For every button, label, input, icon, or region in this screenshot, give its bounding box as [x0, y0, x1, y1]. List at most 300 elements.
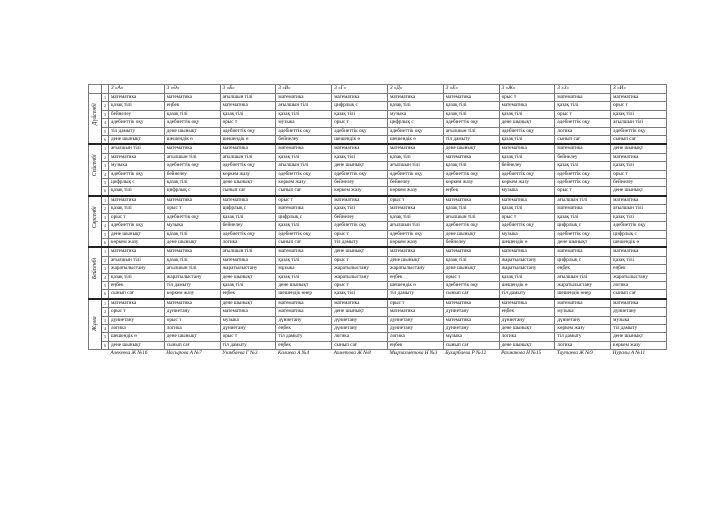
lesson-number: 6 — [102, 136, 109, 145]
subject-cell: математика — [109, 94, 165, 102]
subject-cell: тіл дамыту — [276, 333, 332, 341]
lesson-row — [89, 256, 667, 264]
day-name: Сейсенбі — [91, 154, 98, 177]
class-header: 3 «А» — [109, 85, 165, 94]
subject-cell: музыка — [611, 316, 667, 324]
subject-cell: тіл дамыту — [220, 341, 276, 349]
lesson-row — [89, 324, 667, 332]
subject-cell: орыс т — [332, 256, 388, 264]
subject-cell: орыс т — [276, 196, 332, 205]
day-name: Дүйсенбі — [91, 103, 98, 126]
subject-cell: цифрлық с — [220, 205, 276, 213]
subject-cell: көркем жазу — [387, 238, 443, 247]
lesson-number: 3 — [102, 162, 109, 170]
subject-cell: әдебиеттік оқу — [220, 230, 276, 238]
subject-cell: қазақ тілі — [109, 205, 165, 213]
subject-cell: дене шынықт — [220, 299, 276, 308]
lesson-row — [89, 308, 667, 316]
subject-cell: цифрлық с — [387, 119, 443, 127]
subject-cell: ағылшын тілі — [555, 196, 611, 205]
subject-cell: математика — [387, 205, 443, 213]
subject-cell: орыс т — [332, 281, 388, 289]
subject-cell: шешендік ө — [220, 136, 276, 145]
subject-cell: математика — [499, 196, 555, 205]
subject-cell: дүниетану — [164, 308, 220, 316]
teacher-name: Мырзахметова Н №3 — [389, 350, 438, 357]
teacher-row — [89, 350, 667, 368]
subject-cell: әдебиеттік оқу — [164, 213, 220, 221]
subject-cell: бейнелеу — [499, 162, 555, 170]
class-header: 3 «Д» — [387, 85, 443, 94]
subject-cell: еңбек — [109, 281, 165, 289]
lesson-number: 4 — [102, 119, 109, 127]
subject-cell: сынып сағ — [164, 341, 220, 349]
lesson-row — [89, 238, 667, 247]
subject-cell: қазақ тілі — [164, 110, 220, 118]
subject-cell: жаратылыстану — [611, 273, 667, 281]
subject-cell: дене шынықт — [555, 238, 611, 247]
subject-cell: орыс т — [387, 299, 443, 308]
subject-cell: ағылшын тілі — [611, 205, 667, 213]
lesson-number: 5 — [102, 179, 109, 187]
subject-cell: математика — [276, 299, 332, 308]
subject-cell: әдебиеттік оқу — [220, 127, 276, 135]
subject-cell: жаратылыстану — [499, 265, 555, 273]
day-label — [89, 299, 102, 350]
subject-cell: сынып сағ — [443, 290, 499, 299]
subject-cell: шешендік өнер — [276, 290, 332, 299]
subject-cell: математика — [220, 196, 276, 205]
subject-cell: дене шынықт — [332, 162, 388, 170]
lesson-number: 5 — [102, 333, 109, 341]
subject-cell: ағылшын тілі — [611, 119, 667, 127]
teacher-name: Алекеева Ж №16 — [110, 350, 148, 357]
lesson-row — [89, 205, 667, 213]
subject-cell: дене шынықт — [499, 324, 555, 332]
subject-cell: дене шынықт — [499, 119, 555, 127]
subject-cell: логика — [109, 324, 165, 332]
lesson-number: 4 — [102, 273, 109, 281]
timetable-grid — [88, 84, 667, 367]
subject-cell: математика — [611, 247, 667, 256]
subject-cell: қазақ тілі — [387, 102, 443, 110]
class-header: 3 «Ж» — [499, 85, 555, 94]
subject-cell: дүниетану — [443, 324, 499, 332]
lesson-number: 5 — [102, 230, 109, 238]
lesson-row — [89, 273, 667, 281]
subject-cell: музыка — [499, 187, 555, 196]
subject-cell: сынып сағ — [109, 290, 165, 299]
subject-cell: әдебиеттік оқу — [387, 170, 443, 178]
class-header: 3 «Е» — [443, 85, 499, 94]
subject-cell: дене шынықт — [443, 230, 499, 238]
subject-cell: әдебиеттік оқу — [109, 119, 165, 127]
subject-cell: сынып сағ — [332, 341, 388, 349]
subject-cell: математика — [164, 247, 220, 256]
subject-cell: жаратылыстану — [164, 273, 220, 281]
subject-cell: еңбек — [499, 308, 555, 316]
subject-cell: дене шынықт — [443, 265, 499, 273]
subject-cell: математика — [220, 308, 276, 316]
timetable — [88, 84, 667, 367]
day-label — [89, 196, 102, 247]
subject-cell: ағылшын тілі — [109, 256, 165, 264]
subject-cell: цифрлық с — [332, 102, 388, 110]
subject-cell: музыка — [109, 162, 165, 170]
subject-cell: қазақ тілі — [499, 110, 555, 118]
subject-cell: еңбек — [443, 187, 499, 196]
subject-cell: әдебиеттік оқу — [220, 162, 276, 170]
subject-cell: цифрлық с — [164, 187, 220, 196]
lesson-row — [89, 144, 667, 153]
subject-cell: әдебиеттік оқу — [332, 222, 388, 230]
subject-cell: орыс т — [332, 230, 388, 238]
subject-cell: дүниетану — [387, 324, 443, 332]
subject-cell: көркем жазу — [443, 179, 499, 187]
lesson-number: 2 — [102, 256, 109, 264]
subject-cell: ағылшын тілі — [555, 273, 611, 281]
subject-cell: әдебиеттік оқу — [109, 170, 165, 178]
corner-cell — [89, 85, 102, 94]
subject-cell: цифрлық с — [276, 213, 332, 221]
subject-cell: математика — [332, 196, 388, 205]
subject-cell: логика — [611, 281, 667, 289]
subject-cell: ағылшын тілі — [164, 265, 220, 273]
subject-cell: қазақ тілі — [109, 187, 165, 196]
class-header: 3 «Ә» — [164, 85, 220, 94]
subject-cell: дене шынықт — [276, 281, 332, 289]
subject-cell: тіл дамыту — [332, 238, 388, 247]
subject-cell: қазақ тілі — [276, 110, 332, 118]
subject-cell: математика — [611, 196, 667, 205]
teacher-name: Ахметова Ж №8 — [333, 350, 371, 357]
subject-cell: орыс т — [332, 119, 388, 127]
subject-cell: бейнелеу — [164, 170, 220, 178]
subject-cell: бейнелеу — [387, 179, 443, 187]
subject-cell: математика — [164, 94, 220, 102]
subject-cell: орыс т — [164, 316, 220, 324]
subject-cell: дене шынықт — [332, 308, 388, 316]
subject-cell: музыка — [499, 230, 555, 238]
subject-cell: дүниетану — [611, 308, 667, 316]
subject-cell: дүниетану — [443, 308, 499, 316]
subject-cell: математика — [443, 153, 499, 161]
subject-cell: қазақ тілі — [164, 256, 220, 264]
subject-cell: сынып сағ — [555, 136, 611, 145]
subject-cell: қазақ тілі — [499, 153, 555, 161]
subject-cell: әдебиеттік оқу — [499, 127, 555, 135]
subject-cell: математика — [499, 102, 555, 110]
subject-cell: ағылшын тілі — [443, 127, 499, 135]
subject-cell: әдебиеттік оқу — [109, 222, 165, 230]
class-header: 3 «И» — [611, 85, 667, 94]
subject-cell: әдебиеттік оқу — [332, 170, 388, 178]
subject-cell: математика — [443, 196, 499, 205]
subject-cell: қазақ тілі — [109, 102, 165, 110]
subject-cell: математика — [499, 144, 555, 153]
subject-cell: тіл дамыту — [499, 290, 555, 299]
subject-cell: жаратылыстану — [555, 281, 611, 289]
subject-cell: әдебиеттік оқу — [555, 230, 611, 238]
subject-cell: шешендік ө — [332, 136, 388, 145]
subject-cell: ағылшын тілі — [387, 222, 443, 230]
subject-cell: дене шынықт — [109, 136, 165, 145]
lesson-number: 2 — [102, 205, 109, 213]
subject-cell: еңбек — [611, 265, 667, 273]
subject-cell: қазақ тілі — [555, 213, 611, 221]
subject-cell: көркем жазу — [164, 290, 220, 299]
subject-cell: дене шынықт — [387, 256, 443, 264]
subject-cell: бейнелеу — [332, 179, 388, 187]
subject-cell: қазақ тілі — [499, 273, 555, 281]
day-label — [89, 144, 102, 195]
subject-cell: дүниетану — [387, 316, 443, 324]
subject-cell: қазақ тілі — [611, 110, 667, 118]
subject-cell: әдебиеттік оқу — [611, 222, 667, 230]
subject-cell: математика — [387, 144, 443, 153]
subject-cell: математика — [555, 247, 611, 256]
subject-cell: қазақ тілі — [276, 222, 332, 230]
subject-cell: орыс т — [555, 110, 611, 118]
subject-cell: әдебиеттік оқу — [499, 222, 555, 230]
subject-cell: тіл дамыту — [109, 127, 165, 135]
lesson-number: 6 — [102, 238, 109, 247]
subject-cell: еңбек — [276, 324, 332, 332]
subject-cell: мұзыка — [276, 265, 332, 273]
subject-cell: логика — [387, 333, 443, 341]
lesson-row — [89, 316, 667, 324]
subject-cell: математика — [443, 247, 499, 256]
lesson-row — [89, 213, 667, 221]
subject-cell: еңбек — [276, 341, 332, 349]
lesson-number: 1 — [102, 247, 109, 256]
day-label — [89, 94, 102, 145]
subject-cell: дене шынықт — [499, 341, 555, 349]
subject-cell: қазақ тілі — [387, 213, 443, 221]
subject-cell: қазақ тілі — [443, 102, 499, 110]
lesson-row — [89, 247, 667, 256]
lesson-number: 4 — [102, 222, 109, 230]
subject-cell: қазақ тілі — [443, 205, 499, 213]
lesson-number: 3 — [102, 265, 109, 273]
subject-cell: шешендік ө — [611, 238, 667, 247]
subject-cell: көркем жазу — [555, 324, 611, 332]
teacher-spacer — [89, 350, 109, 368]
lesson-number: 3 — [102, 110, 109, 118]
lesson-row — [89, 230, 667, 238]
subject-cell: әдебиеттік оқу — [611, 127, 667, 135]
subject-cell: математика — [555, 299, 611, 308]
subject-cell: қазақ тілі — [611, 256, 667, 264]
subject-cell: қазақ тілі — [220, 281, 276, 289]
subject-cell: цифрлық с — [555, 256, 611, 264]
subject-cell: еңбек — [387, 341, 443, 349]
subject-cell: қазақ тілі — [555, 162, 611, 170]
lesson-number: 4 — [102, 324, 109, 332]
lesson-row — [89, 119, 667, 127]
subject-cell: орыс т — [499, 213, 555, 221]
subject-cell: ағылшын тілі — [443, 213, 499, 221]
subject-cell: математика — [332, 144, 388, 153]
lesson-row — [89, 265, 667, 273]
lesson-number: 1 — [102, 94, 109, 102]
day-name: Сәрсенбі — [91, 206, 98, 229]
subject-cell: әдебиеттік оқу — [443, 222, 499, 230]
subject-cell: шешендік өнер — [555, 290, 611, 299]
subject-cell: логика — [220, 238, 276, 247]
subject-cell: сынып сағ — [276, 238, 332, 247]
class-header: 3 «Б» — [220, 85, 276, 94]
lesson-row — [89, 127, 667, 135]
subject-cell: қазақ тілі — [276, 256, 332, 264]
subject-cell: цифрлық с — [555, 222, 611, 230]
subject-cell: орыс т — [220, 333, 276, 341]
subject-cell: әдебиеттік оқу — [443, 119, 499, 127]
subject-cell: музыка — [276, 119, 332, 127]
subject-cell: дене шынықт — [332, 247, 388, 256]
subject-cell: қазақ тілі — [276, 153, 332, 161]
subject-cell: әдебиеттік оқу — [387, 230, 443, 238]
subject-cell: орыс т — [220, 119, 276, 127]
subject-cell: бейнелеу — [611, 179, 667, 187]
subject-cell: бейнелеу — [555, 153, 611, 161]
subject-cell: дүниетану — [109, 316, 165, 324]
subject-cell: жаратылыстану — [387, 265, 443, 273]
subject-cell: дене шынықт — [109, 230, 165, 238]
lesson-number: 2 — [102, 102, 109, 110]
subject-cell: математика — [443, 94, 499, 102]
subject-cell: математика — [499, 299, 555, 308]
subject-cell: көркем жазу — [276, 179, 332, 187]
subject-cell: дүниетану — [332, 324, 388, 332]
subject-cell: бейнелеу — [332, 213, 388, 221]
subject-cell: әдебиеттік оқу — [332, 127, 388, 135]
subject-cell: орыс т — [164, 205, 220, 213]
subject-cell: математика — [611, 94, 667, 102]
subject-cell: қазақ тілі — [332, 153, 388, 161]
subject-cell: әдебиеттік оқу — [443, 281, 499, 289]
subject-cell: математика — [164, 299, 220, 308]
subject-cell: қазақ тілі — [164, 179, 220, 187]
lesson-row — [89, 136, 667, 145]
subject-cell: орыс т — [443, 273, 499, 281]
lesson-number: 2 — [102, 308, 109, 316]
subject-cell: тіл дамыту — [443, 136, 499, 145]
lesson-number: 3 — [102, 213, 109, 221]
lesson-row — [89, 179, 667, 187]
lesson-number: 1 — [102, 299, 109, 308]
class-header-row — [89, 85, 667, 94]
subject-cell: дене шынықт — [611, 144, 667, 153]
subject-cell: көркем жазу — [387, 187, 443, 196]
subject-cell: орыс т — [611, 170, 667, 178]
subject-cell: мұзыка — [443, 333, 499, 341]
subject-cell: шешендік ө — [499, 281, 555, 289]
teacher-name: Бухарбаева Р №12 — [445, 350, 487, 357]
subject-cell: орыс т — [555, 187, 611, 196]
subject-cell: математика — [387, 308, 443, 316]
teacher-name: Нуралы А №11 — [612, 350, 646, 357]
subject-cell: дене шынықт — [220, 273, 276, 281]
subject-cell: дене шынықт — [164, 127, 220, 135]
subject-cell: тіл дамыту — [387, 290, 443, 299]
subject-cell: орыс т — [387, 196, 443, 205]
subject-cell: математика — [164, 144, 220, 153]
class-header: 3 «В» — [276, 85, 332, 94]
subject-cell: математика — [555, 144, 611, 153]
class-header: 3 «Г» — [332, 85, 388, 94]
subject-cell: тіл дамыту — [611, 324, 667, 332]
subject-cell: дене шынықт — [109, 341, 165, 349]
subject-cell: ағылшын тілі — [276, 162, 332, 170]
lesson-row — [89, 170, 667, 178]
subject-cell: еңбек — [164, 102, 220, 110]
teacher-name: Рахманова Н №15 — [501, 350, 542, 357]
subject-cell: математика — [276, 205, 332, 213]
subject-cell: дене шынықт — [611, 187, 667, 196]
subject-cell: бейнелеу — [109, 110, 165, 118]
subject-cell: еңбек — [220, 290, 276, 299]
lesson-number: 3 — [102, 316, 109, 324]
subject-cell: еңбек — [387, 273, 443, 281]
subject-cell: қазақ тілі — [164, 230, 220, 238]
subject-cell: әдебиеттік оқу — [387, 127, 443, 135]
lesson-number: 6 — [102, 341, 109, 349]
subject-cell: жаратылыстану — [332, 273, 388, 281]
subject-cell: математика — [611, 299, 667, 308]
subject-cell: орыс т — [499, 94, 555, 102]
subject-cell: сынып сағ — [276, 187, 332, 196]
day-name: Жұма — [91, 316, 98, 331]
subject-cell: ағылшын тілі — [220, 153, 276, 161]
lesson-row — [89, 153, 667, 161]
subject-cell: қазақ тілі — [499, 136, 555, 145]
subject-cell: бейнелеу — [276, 136, 332, 145]
lesson-number: 6 — [102, 187, 109, 196]
subject-cell: математика — [555, 94, 611, 102]
teacher-name: Насырова А №7 — [166, 350, 202, 357]
subject-cell: ағылшын тілі — [220, 94, 276, 102]
teacher-name: Калиева А №4 — [277, 350, 310, 357]
lesson-row — [89, 222, 667, 230]
subject-cell: қазақ тілі — [332, 205, 388, 213]
subject-cell: математика — [109, 299, 165, 308]
subject-cell: ағылшын тілі — [109, 144, 165, 153]
subject-cell: қазақ тілі — [443, 162, 499, 170]
subject-cell: сынып сағ — [220, 187, 276, 196]
subject-cell: көркем жазу — [332, 187, 388, 196]
teacher-name: Узакбаева Г №3 — [222, 350, 258, 357]
lesson-row — [89, 341, 667, 349]
subject-cell: көркем жазу — [611, 341, 667, 349]
subject-cell: музыка — [164, 222, 220, 230]
subject-cell: музыка — [220, 316, 276, 324]
subject-cell: логика — [555, 127, 611, 135]
subject-cell: қазақ тілі — [555, 102, 611, 110]
subject-cell: цифрлық с — [611, 230, 667, 238]
subject-cell: көркем жазу — [220, 170, 276, 178]
subject-cell: математика — [555, 205, 611, 213]
subject-cell: дене шынықт — [220, 179, 276, 187]
lesson-row — [89, 290, 667, 299]
lesson-row — [89, 281, 667, 289]
subject-cell: музыка — [555, 308, 611, 316]
subject-cell: әдебиеттік оқу — [164, 162, 220, 170]
subject-cell: музыка — [387, 110, 443, 118]
subject-cell: сынып сағ — [443, 341, 499, 349]
subject-cell: математика — [332, 299, 388, 308]
subject-cell: шешендік ө — [387, 136, 443, 145]
